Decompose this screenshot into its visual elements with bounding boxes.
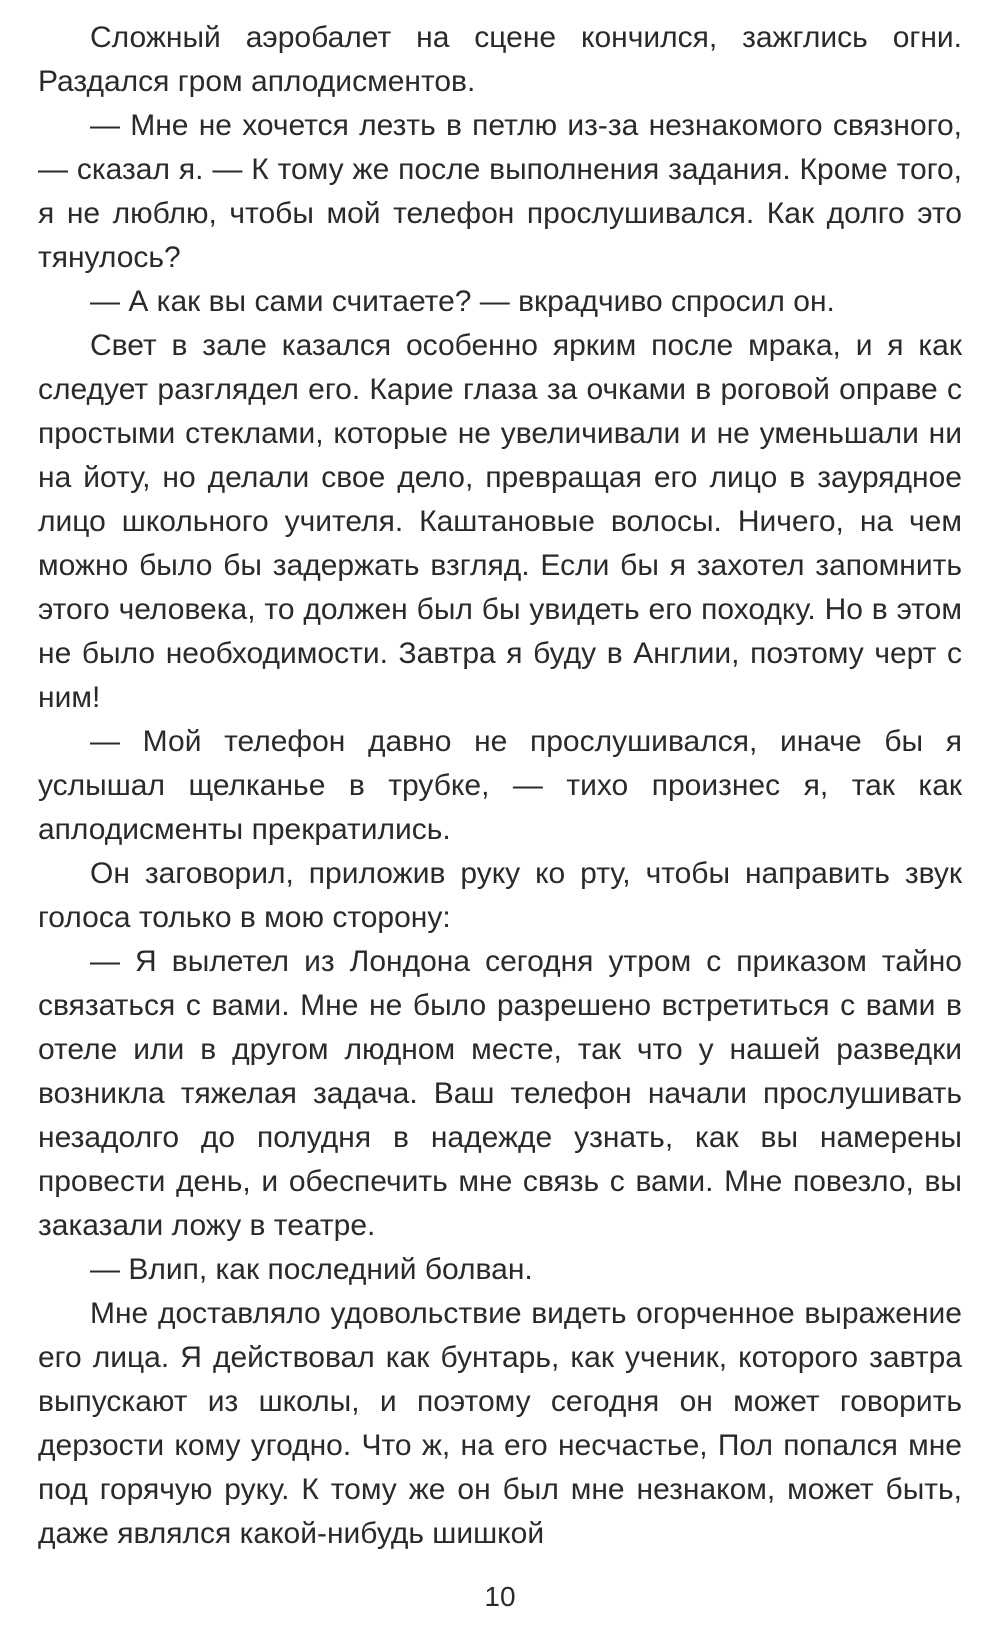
paragraph: Он заговорил, приложив руку ко рту, чтобы направить звук голоса только в мою сторону: bbox=[38, 857, 962, 934]
paragraph: — Влип, как последний болван. bbox=[90, 1253, 533, 1286]
paragraph: — Мой телефон давно не прослушивался, иначе бы я услышал щелканье в трубке, — тихо произнес я, так как аплодисменты прекратились. bbox=[38, 725, 962, 846]
paragraph: — Я вылетел из Лондона сегодня утром с приказом тайно связаться с вами. Мне не было разрешено встретиться с вами в отеле или в другом людном месте, так что у нашей разведки возникла тяжелая задача. Ваш телефон начали прослушивать незадолго до полудня в надежде узнать, как вы намерены провести день, и обеспечить мне связь с вами. Мне повезло, вы заказали ложу в театре. bbox=[38, 945, 962, 1242]
book-page-text bbox=[38, 16, 962, 1556]
paragraph: Мне доставляло удовольствие видеть огорченное выражение его лица. Я действовал как бунтарь, как ученик, которого завтра выпускают из школы, и поэтому сегодня он может говорить дерзости кому угодно. Что ж, на его несчастье, Пол попался мне под горячую руку. К тому же он был мне незнаком, может быть, даже являлся какой-нибудь шишкой bbox=[38, 1297, 962, 1550]
paragraph: — А как вы сами считаете? — вкрадчиво спросил он. bbox=[90, 285, 835, 318]
paragraph: Свет в зале казался особенно ярким после мрака, и я как следует разглядел его. Карие глаза за очками в роговой оправе с простыми стеклами, которые не увеличивали и не уменьшали ни на йоту, но делали свое дело, превращая его лицо в заурядное лицо школьного учителя. Каштановые волосы. Ничего, на чем можно было бы задержать взгляд. Если бы я захотел запомнить этого человека, то должен был бы увидеть его походку. Но в этом не было необходимости. Завтра я буду в Англии, поэтому черт с ним! bbox=[38, 329, 962, 714]
paragraph: Сложный аэробалет на сцене кончился, зажглись огни. Раздался гром аплодисментов. bbox=[38, 21, 962, 98]
page-number: 10 bbox=[484, 1581, 516, 1612]
paragraph: — Мне не хочется лезть в петлю из-за незнакомого связного, — сказал я. — К тому же после выполнения задания. Кроме того, я не люблю, чтобы мой телефон прослушивался. Как долго это тянулось? bbox=[38, 109, 962, 274]
